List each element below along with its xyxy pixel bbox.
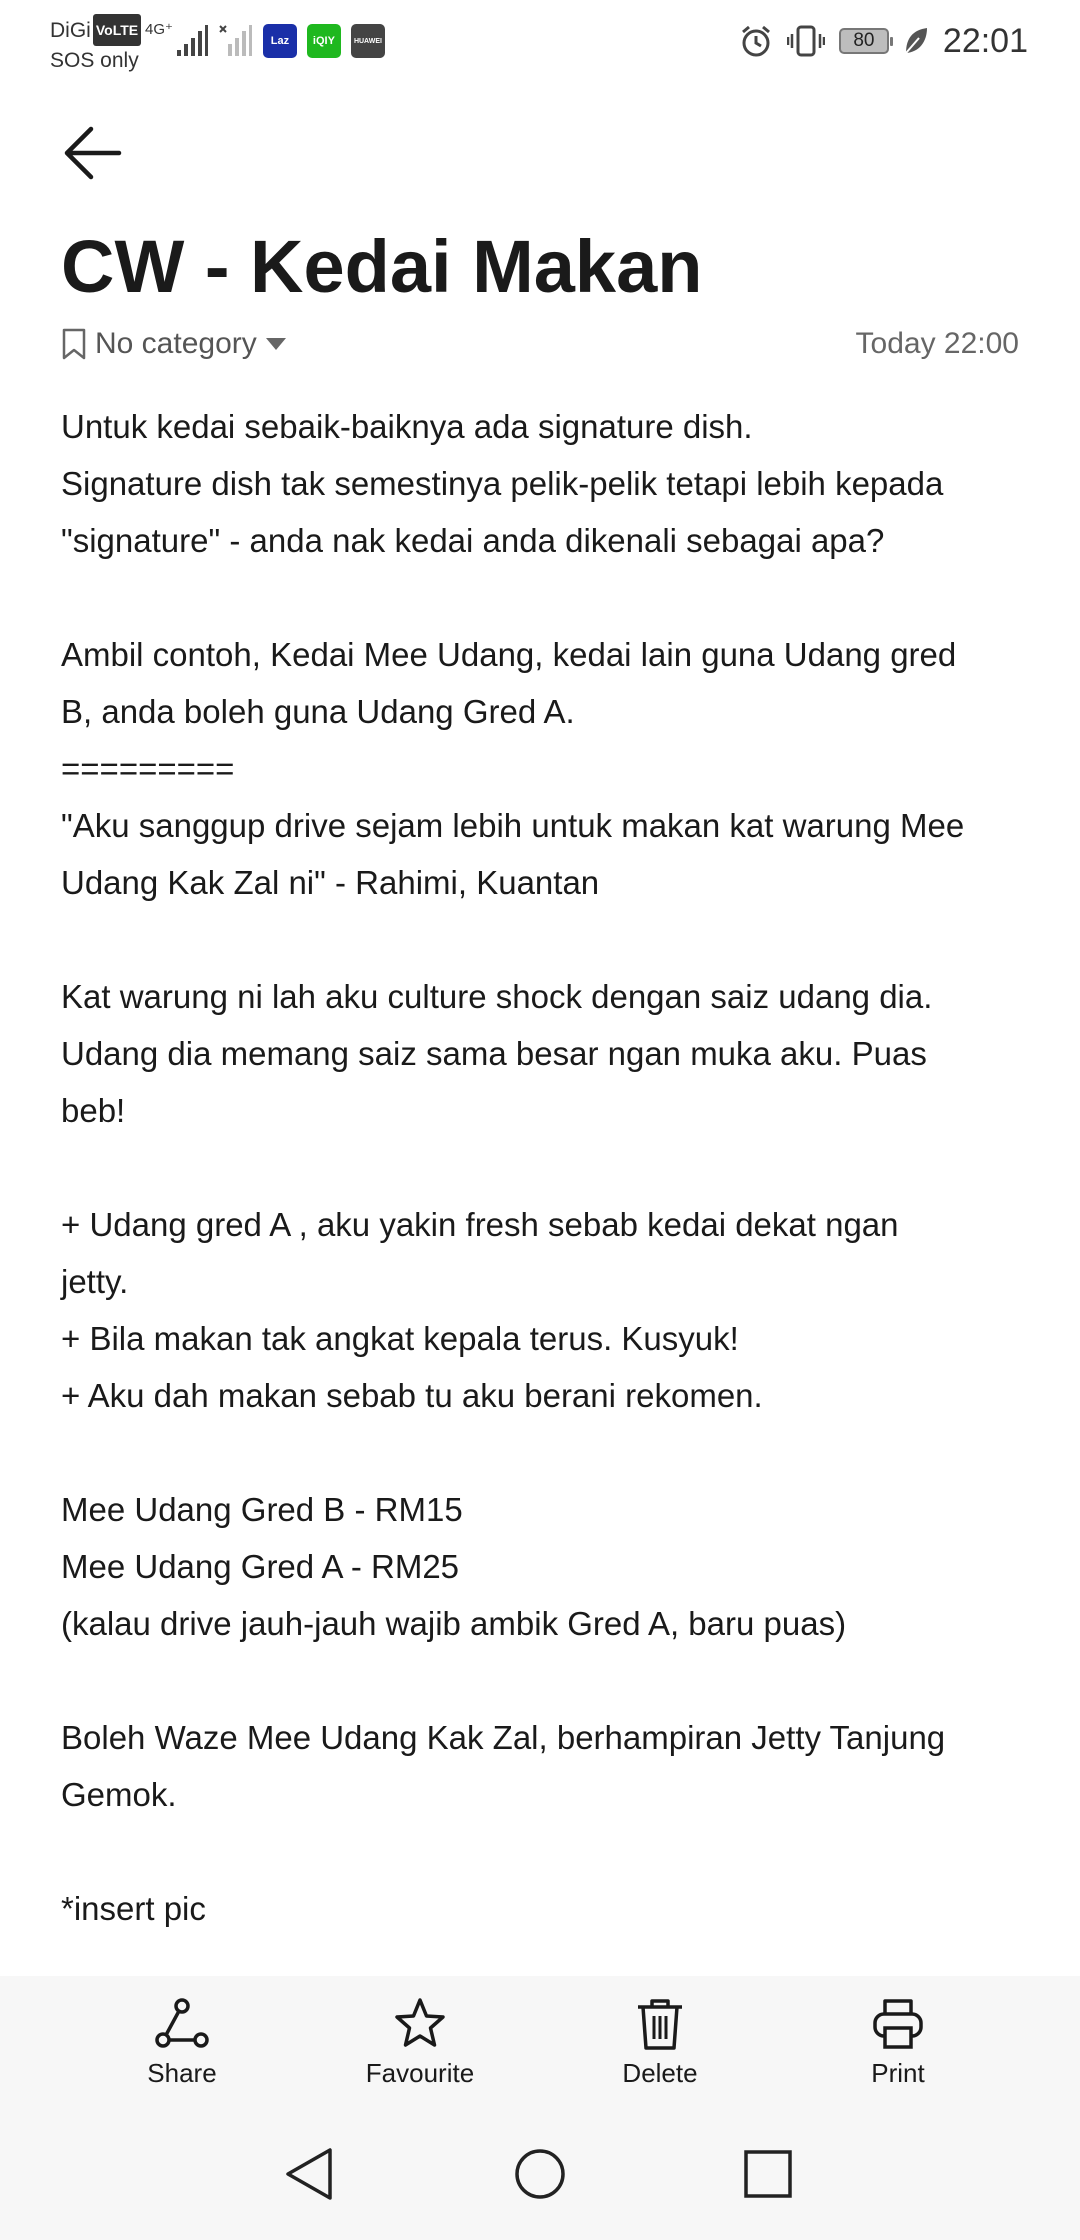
note-line [61, 1652, 1026, 1709]
note-timestamp: Today 22:00 [855, 327, 1019, 360]
nav-recents-button[interactable] [736, 2142, 800, 2206]
note-line: (kalau drive jauh-jauh wajib ambik Gred A, baru puas) [61, 1605, 847, 1642]
signal-icons [145, 18, 385, 58]
note-line: *insert pic [61, 1890, 206, 1927]
nav-home-button[interactable] [508, 2142, 572, 2206]
note-line: + Aku dah makan sebab tu aku berani rekomen. [61, 1377, 763, 1414]
note-line: jetty. [61, 1263, 129, 1300]
star-icon [392, 1996, 448, 2052]
note-line [61, 1139, 1026, 1196]
nav-recents-square-icon [740, 2146, 796, 2202]
vibrate-icon [787, 24, 825, 58]
note-line: Udang Kak Zal ni" - Rahimi, Kuantan [61, 864, 600, 901]
dropdown-triangle-icon [265, 336, 287, 352]
bottom-toolbar [0, 1976, 1080, 2108]
clock: 22:01 [942, 21, 1028, 60]
signal-strength-icon [175, 24, 209, 58]
note-line [61, 1424, 1026, 1481]
volte-badge: VoLTE [93, 14, 141, 46]
note-line: + Bila makan tak angkat kepala terus. Kusyuk! [61, 1320, 739, 1357]
trash-icon [632, 1996, 688, 2052]
category-label: No category [95, 327, 257, 360]
carrier-name: DiGi [50, 19, 91, 42]
note-body[interactable] [61, 398, 1026, 1937]
note-line: Udang dia memang saiz sama besar ngan muka aku. Puas [61, 1035, 927, 1072]
share-button[interactable] [87, 1996, 277, 2089]
note-line: "signature" - anda nak kedai anda dikenali sebagai apa? [61, 522, 885, 559]
print-button[interactable] [803, 1996, 993, 2089]
note-line: B, anda boleh guna Udang Gred A. [61, 693, 575, 730]
status-bar [0, 0, 1080, 80]
note-line: Untuk kedai sebaik-baiknya ada signature dish. [61, 408, 753, 445]
alarm-icon [739, 24, 773, 58]
battery-icon [839, 28, 889, 54]
sos-label: SOS only [50, 49, 139, 72]
print-label: Print [871, 2058, 925, 2088]
delete-label: Delete [622, 2058, 698, 2088]
category-selector[interactable] [61, 327, 287, 361]
nav-back-button[interactable] [278, 2142, 342, 2206]
lazada-app-icon: Laz [263, 24, 297, 58]
carrier-info [50, 14, 141, 76]
share-label: Share [147, 2058, 217, 2088]
note-line: ========= [61, 750, 235, 787]
share-icon [154, 1996, 210, 2052]
note-line: Mee Udang Gred A - RM25 [61, 1548, 460, 1585]
delete-button[interactable] [565, 1996, 755, 2089]
huawei-app-icon: HUAWEI [351, 24, 385, 58]
status-right [739, 18, 1028, 64]
battery-level: 80 [853, 30, 875, 51]
note-line [61, 911, 1026, 968]
iqiyi-app-icon: iQIY [307, 24, 341, 58]
note-line: beb! [61, 1092, 126, 1129]
note-line [61, 569, 1026, 626]
favourite-button[interactable] [325, 1996, 515, 2089]
no-signal-icon [219, 24, 253, 58]
nav-back-triangle-icon [282, 2146, 338, 2202]
note-line: + Udang gred A , aku yakin fresh sebab kedai dekat ngan [61, 1206, 899, 1243]
note-line [61, 1823, 1026, 1880]
back-arrow-icon [63, 125, 123, 181]
power-saving-leaf-icon [903, 26, 929, 56]
nav-home-circle-icon [512, 2146, 568, 2202]
note-line: Signature dish tak semestinya pelik-pelik tetapi lebih kepada [61, 465, 944, 502]
bookmark-icon [61, 327, 87, 361]
favourite-label: Favourite [365, 2058, 475, 2088]
note-meta-row [61, 322, 1019, 366]
back-button[interactable] [58, 118, 128, 188]
note-line: Ambil contoh, Kedai Mee Udang, kedai lain guna Udang gred [61, 636, 957, 673]
note-line: Boleh Waze Mee Udang Kak Zal, berhampiran Jetty Tanjung [61, 1719, 946, 1756]
note-line: Gemok. [61, 1776, 177, 1813]
note-line: "Aku sanggup drive sejam lebih untuk makan kat warung Mee [61, 807, 965, 844]
note-line: Mee Udang Gred B - RM15 [61, 1491, 463, 1528]
note-title[interactable]: CW - Kedai Makan [61, 225, 703, 308]
network-type: 4G⁺ [145, 21, 173, 38]
system-nav-bar [0, 2108, 1080, 2240]
printer-icon [870, 1996, 926, 2052]
note-line: Kat warung ni lah aku culture shock dengan saiz udang dia. [61, 978, 933, 1015]
